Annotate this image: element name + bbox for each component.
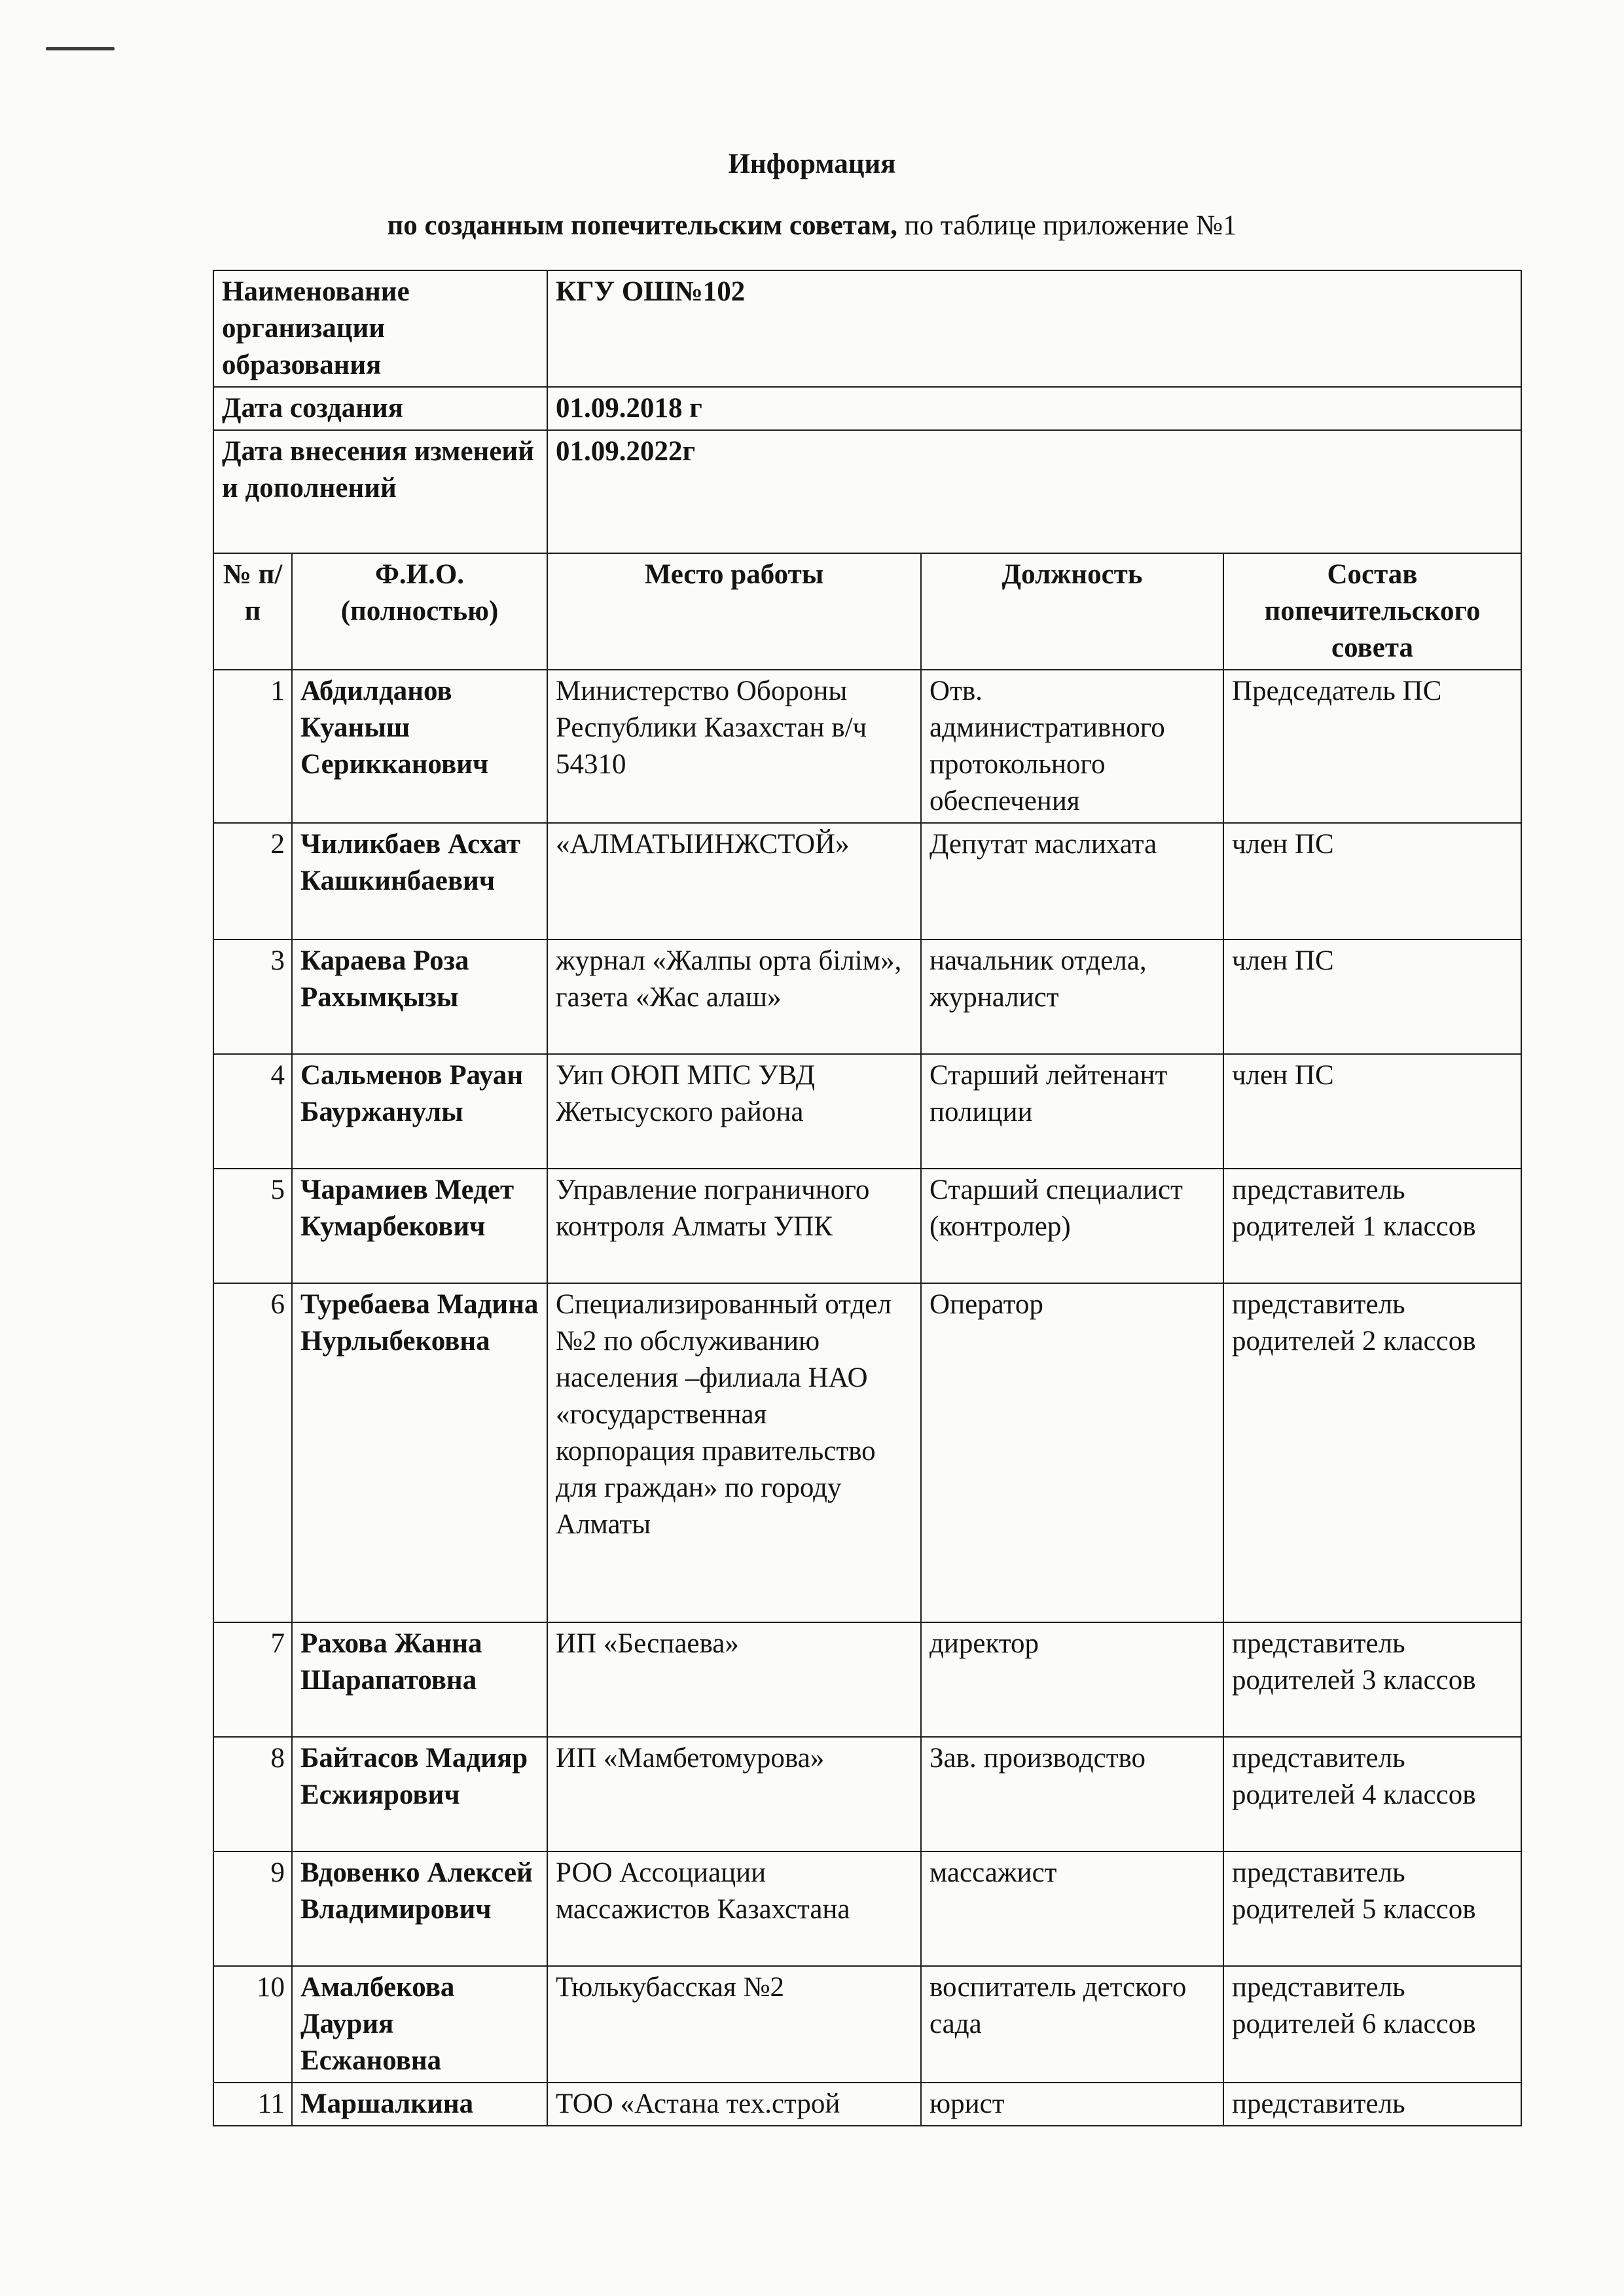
row-num: 9	[213, 1851, 292, 1966]
row-num: 11	[213, 2083, 292, 2126]
row-name: Чиликбаев Асхат Кашкинбаевич	[292, 823, 547, 939]
subtitle-rest: по таблице приложение №1	[897, 210, 1237, 241]
table-row	[213, 1622, 1521, 1737]
board-table	[213, 270, 1522, 2126]
row-num: 4	[213, 1054, 292, 1169]
row-position: Зав. производство	[921, 1737, 1223, 1851]
row-position: юрист	[921, 2083, 1223, 2126]
table-row	[213, 939, 1521, 1054]
header-role: Состав попечительского совета	[1223, 553, 1521, 670]
table-row	[213, 1966, 1521, 2083]
scan-mark	[46, 47, 115, 50]
row-position: массажист	[921, 1851, 1223, 1966]
row-work: ТОО «Астана тех.строй	[547, 2083, 921, 2126]
row-num: 10	[213, 1966, 292, 2083]
row-name: Амалбекова Даурия Есжановна	[292, 1966, 547, 2083]
table-row	[213, 2083, 1521, 2126]
row-position: Отв. административного протокольного обеспечения	[921, 670, 1223, 823]
row-work: ИП «Беспаева»	[547, 1622, 921, 1737]
row-role: представитель родителей 6 классов	[1223, 1966, 1521, 2083]
row-work: Управление пограничного контроля Алматы УПК	[547, 1169, 921, 1283]
row-name: Рахова Жанна Шарапатовна	[292, 1622, 547, 1737]
row-name: Чарамиев Медет Кумарбекович	[292, 1169, 547, 1283]
changed-row	[213, 430, 1521, 553]
header-position: Должность	[921, 553, 1223, 670]
row-num: 2	[213, 823, 292, 939]
row-name: Караева Роза Рахымқызы	[292, 939, 547, 1054]
row-name: Абдилданов Куаныш Серикканович	[292, 670, 547, 823]
row-role: Председатель ПС	[1223, 670, 1521, 823]
row-num: 1	[213, 670, 292, 823]
row-work: Уип ОЮП МПС УВД Жетысуского района	[547, 1054, 921, 1169]
table-row	[213, 823, 1521, 939]
row-role: представитель родителей 4 классов	[1223, 1737, 1521, 1851]
row-position: директор	[921, 1622, 1223, 1737]
header-work: Место работы	[547, 553, 921, 670]
row-position: Старший специалист (контролер)	[921, 1169, 1223, 1283]
row-name: Байтасов Мадияр Есжиярович	[292, 1737, 547, 1851]
row-num: 7	[213, 1622, 292, 1737]
row-num: 6	[213, 1283, 292, 1622]
row-name: Вдовенко Алексей Владимирович	[292, 1851, 547, 1966]
row-position: Депутат маслихата	[921, 823, 1223, 939]
table-row	[213, 1737, 1521, 1851]
row-position: воспитатель детского сада	[921, 1966, 1223, 2083]
row-role: представитель родителей 1 классов	[1223, 1169, 1521, 1283]
row-role: член ПС	[1223, 1054, 1521, 1169]
row-work: «АЛМАТЫИНЖСТОЙ»	[547, 823, 921, 939]
row-num: 3	[213, 939, 292, 1054]
row-name: Маршалкина	[292, 2083, 547, 2126]
row-work: ИП «Мамбетомурова»	[547, 1737, 921, 1851]
row-role: представитель родителей 3 классов	[1223, 1622, 1521, 1737]
changed-value: 01.09.2022г	[547, 430, 1521, 553]
org-row	[213, 270, 1521, 387]
table-row	[213, 1169, 1521, 1283]
table-row	[213, 670, 1521, 823]
header-num: № п/п	[213, 553, 292, 670]
subtitle-bold: по созданным попечительским советам,	[387, 210, 897, 241]
row-name: Туребаева Мадина Нурлыбековна	[292, 1283, 547, 1622]
row-num: 5	[213, 1169, 292, 1283]
row-role: член ПС	[1223, 939, 1521, 1054]
row-role: представитель родителей 2 классов	[1223, 1283, 1521, 1622]
document-subtitle	[0, 210, 1624, 242]
created-row	[213, 387, 1521, 430]
row-role: член ПС	[1223, 823, 1521, 939]
org-value: КГУ ОШ№102	[547, 270, 1521, 387]
table-row	[213, 1851, 1521, 1966]
header-name: Ф.И.О. (полностью)	[292, 553, 547, 670]
row-work: журнал «Жалпы орта білім», газета «Жас алаш»	[547, 939, 921, 1054]
changed-label: Дата внесения изменеий и дополнений	[213, 430, 547, 553]
org-label: Наименование организации образования	[213, 270, 547, 387]
header-row	[213, 553, 1521, 670]
row-position: Старший лейтенант полиции	[921, 1054, 1223, 1169]
table-row	[213, 1054, 1521, 1169]
created-value: 01.09.2018 г	[547, 387, 1521, 430]
row-position: Оператор	[921, 1283, 1223, 1622]
row-num: 8	[213, 1737, 292, 1851]
row-position: начальник отдела, журналист	[921, 939, 1223, 1054]
row-role: представитель родителей 5 классов	[1223, 1851, 1521, 1966]
created-label: Дата создания	[213, 387, 547, 430]
row-role: представитель	[1223, 2083, 1521, 2126]
row-work: РОО Ассоциации массажистов Казахстана	[547, 1851, 921, 1966]
row-work: Тюлькубасская №2	[547, 1966, 921, 2083]
row-name: Сальменов Рауан Бауржанулы	[292, 1054, 547, 1169]
row-work: Специализированный отдел №2 по обслуживанию населения –филиала НАО «государственная корпорация правительство для граждан» по городу Алматы	[547, 1283, 921, 1622]
row-work: Министерство Обороны Республики Казахстан в/ч 54310	[547, 670, 921, 823]
table-row	[213, 1283, 1521, 1622]
document-title: Информация	[728, 149, 896, 179]
